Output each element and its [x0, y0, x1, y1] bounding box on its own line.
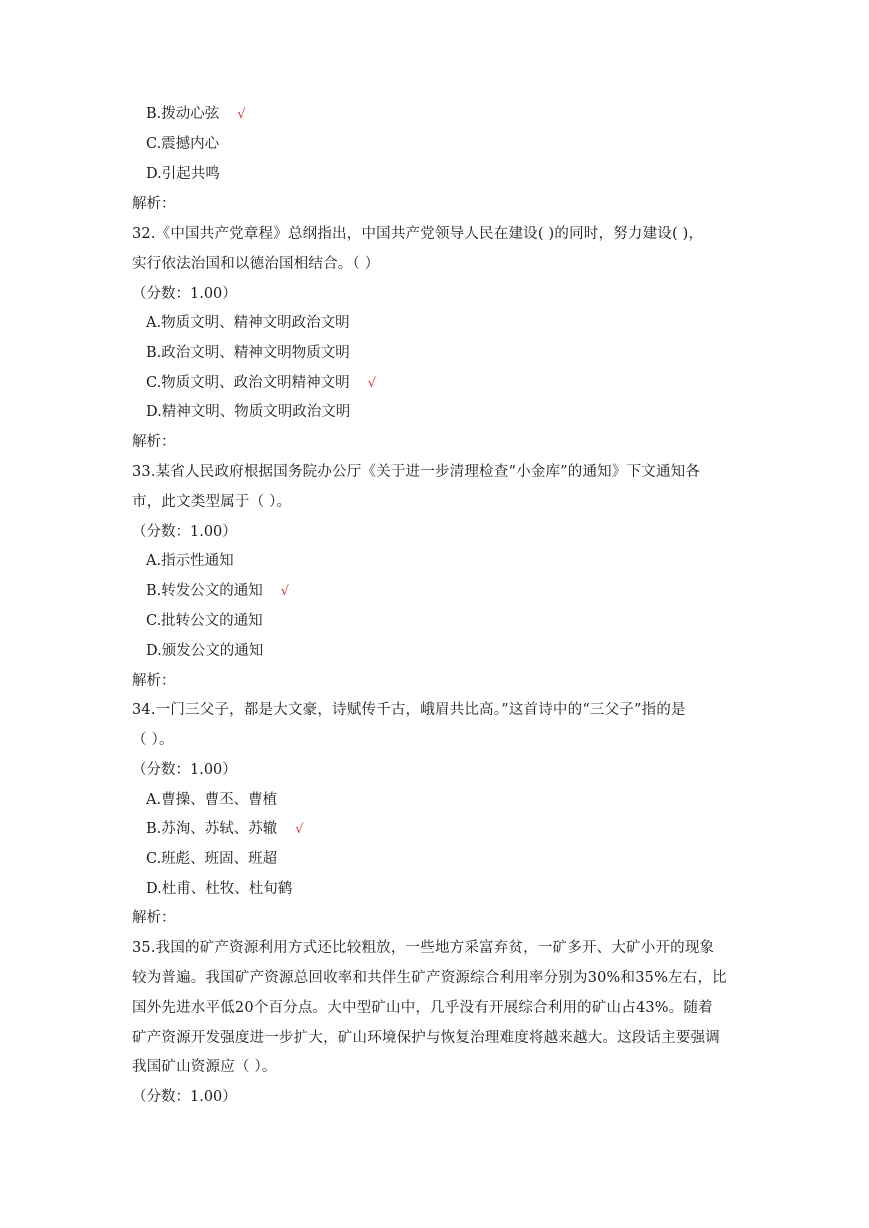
q33-option-b	[146, 581, 289, 601]
option-label: D.杜甫、杜牧、杜旬鹤	[146, 881, 293, 897]
q32-text-line-2: 实行依法治国和以德治国相结合。（ ）	[132, 256, 380, 272]
q35-text-line-5: 我国矿山资源应（ ）。	[132, 1059, 277, 1075]
q31-option-d	[146, 164, 220, 184]
q33-analysis: 解析：	[132, 673, 176, 689]
q35-text-line-2: 较为普遍。我国矿产资源总回收率和共伴生矿产资源综合利用率分别为30%和35%左右，比	[132, 970, 727, 986]
correct-check-icon: √	[295, 822, 304, 837]
option-label: D.颁发公文的通知	[146, 643, 264, 659]
q34-option-d	[146, 879, 292, 899]
option-label: B.政治文明、精神文明物质文明	[146, 345, 350, 361]
q33-option-d	[146, 641, 263, 661]
option-label: C.班彪、班固、班超	[146, 851, 278, 867]
option-label: B.转发公文的通知	[146, 583, 263, 599]
q33-text-line-2: 市，此文类型属于（ ）。	[132, 494, 292, 510]
correct-check-icon: √	[237, 107, 246, 122]
option-label: D.引起共鸣	[146, 166, 220, 182]
q34-text-line-1: 34.一门三父子，都是大文豪，诗赋传千古，峨眉共比高。”这首诗中的“三父子”指的是	[132, 702, 686, 718]
q31-option-b	[146, 104, 246, 124]
q31-option-c	[146, 134, 219, 154]
q34-score: （分数：1.00）	[132, 762, 237, 778]
q35-text-line-3: 国外先进水平低20个百分点。大中型矿山中，几乎没有开展综合利用的矿山占43%。随着	[132, 1000, 713, 1016]
q33-text-line-1: 33.某省人民政府根据国务院办公厅《关于进一步清理检查“小金库”的通知》下文通知各	[132, 464, 701, 480]
option-label: A.物质文明、精神文明政治文明	[146, 315, 350, 331]
option-label: C.震撼内心	[146, 136, 220, 152]
q33-option-a	[146, 551, 234, 571]
option-label: B.苏洵、苏轼、苏辙	[146, 821, 278, 837]
q32-score: （分数：1.00）	[132, 286, 237, 302]
q34-option-b	[146, 819, 304, 839]
option-label: B.拨动心弦	[146, 106, 220, 122]
q32-option-a	[146, 313, 350, 333]
option-label: A.曹操、曹丕、曹植	[146, 792, 278, 808]
q33-option-c	[146, 611, 263, 631]
option-label: A.指示性通知	[146, 553, 234, 569]
q35-text-line-4: 矿产资源开发强度进一步扩大，矿山环境保护与恢复治理难度将越来越大。这段话主要强调	[132, 1030, 720, 1046]
q34-analysis: 解析：	[132, 910, 176, 926]
option-label: C.物质文明、政治文明精神文明	[146, 375, 350, 391]
correct-check-icon: √	[280, 584, 290, 599]
q35-text-line-1: 35.我国的矿产资源利用方式还比较粗放，一些地方采富弃贫，一矿多开、大矿小开的现象	[132, 940, 715, 956]
q32-option-d	[146, 402, 350, 422]
q32-option-b	[146, 343, 350, 363]
q32-option-c	[146, 373, 376, 393]
option-label: C.批转公文的通知	[146, 613, 263, 629]
q32-text-line-1: 32.《中国共产党章程》总纲指出，中国共产党领导人民在建设( )的同时，努力建设( )，	[132, 226, 704, 242]
option-label: D.精神文明、物质文明政治文明	[146, 404, 351, 420]
q32-analysis: 解析：	[132, 434, 176, 450]
q34-option-a	[146, 790, 277, 810]
q34-option-c	[146, 849, 277, 869]
correct-check-icon: √	[367, 376, 376, 391]
q35-score: （分数：1.00）	[132, 1089, 237, 1105]
q34-text-line-2: （ ）。	[132, 732, 174, 748]
q33-score: （分数：1.00）	[132, 524, 237, 540]
q31-analysis: 解析：	[132, 196, 176, 212]
